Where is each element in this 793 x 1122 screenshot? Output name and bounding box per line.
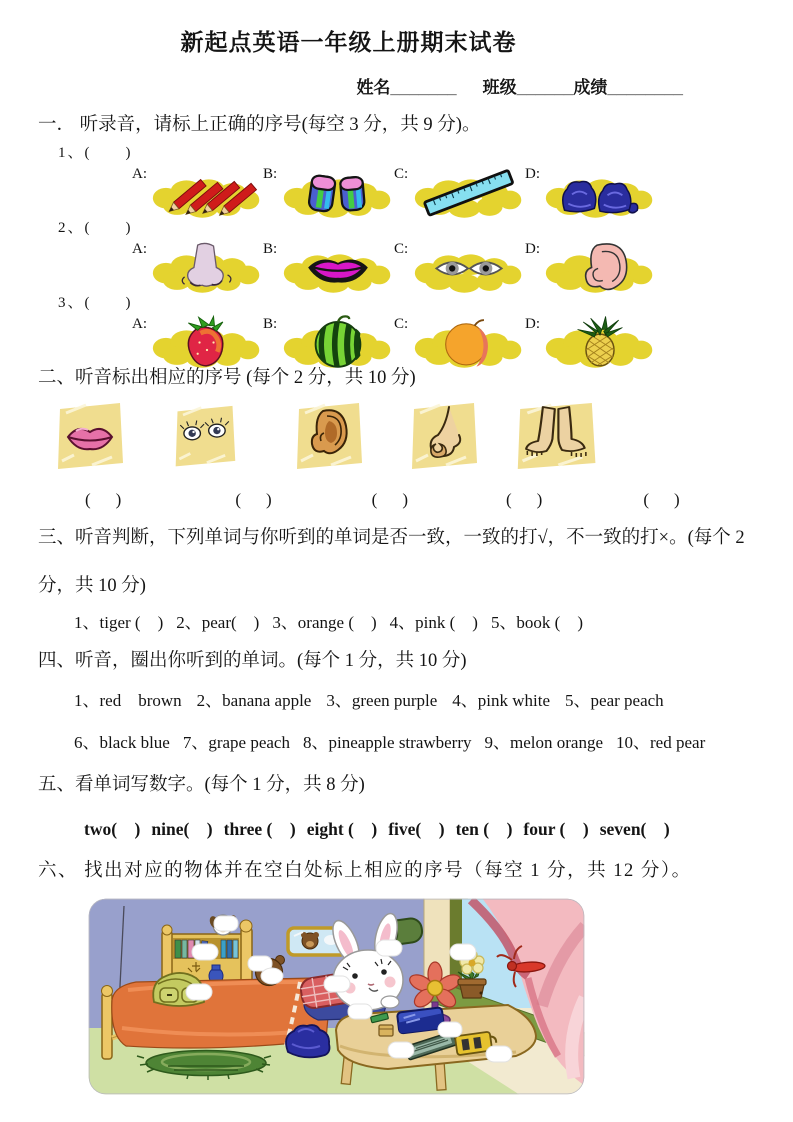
question3-number: 3、( ) xyxy=(58,295,133,311)
answer-blank: ( ) xyxy=(371,490,412,509)
option-d xyxy=(525,314,656,371)
option-label: B: xyxy=(263,166,278,182)
number-word-item: eight ( ) xyxy=(306,819,378,839)
mouth-image xyxy=(54,399,126,475)
question3-options xyxy=(38,314,755,371)
option-label: A: xyxy=(132,241,147,257)
word-item: 5、book ( ) xyxy=(490,613,584,632)
word-item: 6、black blue xyxy=(74,733,170,752)
answer-blank xyxy=(348,1004,372,1019)
number-word-item: nine( ) xyxy=(151,819,213,839)
word-item: 8、pineapple strawberry xyxy=(302,733,472,752)
option-d xyxy=(525,164,656,221)
word-item: 9、melon orange xyxy=(484,733,604,752)
answer-blank: ( ) xyxy=(85,490,126,509)
schoolbags-image xyxy=(544,164,656,221)
section3-items xyxy=(38,612,755,634)
bedroom-scene-image xyxy=(88,898,585,1095)
peach-image xyxy=(413,314,525,371)
question2-number: 2、( ) xyxy=(58,220,133,236)
answer-blank xyxy=(388,1042,414,1058)
pencil-cases-image xyxy=(282,164,394,221)
question1-options xyxy=(38,164,755,221)
option-label: B: xyxy=(263,241,278,257)
word-item: 5、pear peach xyxy=(565,691,664,710)
section2-images xyxy=(38,399,755,475)
word-item: 3、orange ( ) xyxy=(272,613,377,632)
answer-blank: ( ) xyxy=(235,490,276,509)
watermelon-image xyxy=(282,314,394,371)
option-a xyxy=(132,239,263,296)
strawberry-image xyxy=(151,314,263,371)
section4-heading: 四、听音，圈出你听到的单词。(每个 1 分，共 10 分) xyxy=(38,651,467,671)
option-b xyxy=(263,239,394,296)
section2-heading: 二、听音标出相应的序号 (每个 2 分，共 10 分) xyxy=(38,368,416,388)
option-label: D: xyxy=(525,166,540,182)
question1-number: 1、( ) xyxy=(58,145,133,161)
number-word-item: seven( ) xyxy=(599,819,670,839)
answer-blank xyxy=(261,968,283,984)
score-field: 成绩________ xyxy=(573,78,683,97)
answer-blank xyxy=(186,984,212,1000)
number-word-item: two( ) xyxy=(84,819,141,839)
eyes-image xyxy=(413,239,525,296)
eyes-image xyxy=(172,399,238,475)
answer-blank xyxy=(438,1022,462,1037)
answer-blank xyxy=(450,944,476,960)
word-item: 2、banana apple xyxy=(196,691,312,710)
option-c xyxy=(394,314,525,371)
word-item: 4、pink white xyxy=(452,691,551,710)
option-c xyxy=(394,164,525,221)
bedroom-scene xyxy=(88,898,755,1100)
section4-row1 xyxy=(38,690,755,712)
answer-blank: ( ) xyxy=(643,490,684,509)
word-item: 2、pear( ) xyxy=(176,613,260,632)
answer-blank xyxy=(192,944,218,960)
word-item: 10、red pear xyxy=(616,733,706,752)
ear-image xyxy=(544,239,656,296)
pineapple-image xyxy=(544,314,656,371)
number-word-item: five( ) xyxy=(388,819,445,839)
option-label: B: xyxy=(263,316,278,332)
option-label: C: xyxy=(394,241,409,257)
option-label: D: xyxy=(525,241,540,257)
pencil-case xyxy=(397,1007,444,1033)
option-a xyxy=(132,314,263,371)
number-word-item: three ( ) xyxy=(223,819,296,839)
nose-image xyxy=(408,399,480,475)
answer-blank xyxy=(214,916,238,931)
answer-blank xyxy=(324,976,350,992)
section4-row2 xyxy=(38,732,755,754)
section2-blanks xyxy=(38,485,755,510)
section3-heading: 三、听音判断，下列单词与你听到的单词是否一致，一致的打√，不一致的打×。(每个 2 分，共 10 分) xyxy=(38,528,745,596)
nose-image xyxy=(151,239,263,296)
number-word-item: four ( ) xyxy=(523,819,589,839)
answer-blank xyxy=(376,940,402,956)
option-label: C: xyxy=(394,166,409,182)
mouth-image xyxy=(282,239,394,296)
ear-image xyxy=(292,399,366,475)
section1-heading: 一． 听录音，请标上正确的序号(每空 3 分，共 9 分)。 xyxy=(38,115,481,135)
word-item: 1、tiger ( ) xyxy=(74,613,164,632)
word-item: 1、red brown xyxy=(74,691,182,710)
option-a xyxy=(132,164,263,221)
number-word-item: ten ( ) xyxy=(455,819,513,839)
answer-blank: ( ) xyxy=(505,490,547,509)
question2-options xyxy=(38,239,755,296)
option-b xyxy=(263,164,394,221)
option-d xyxy=(525,239,656,296)
section5-heading: 五、看单词写数字。(每个 1 分，共 8 分) xyxy=(38,775,365,795)
word-item: 3、green purple xyxy=(326,691,438,710)
answer-blank xyxy=(486,1046,512,1062)
option-label: A: xyxy=(132,166,147,182)
option-c xyxy=(394,239,525,296)
class-field: 班级______ xyxy=(482,78,574,97)
feet-image xyxy=(513,399,599,475)
section6-heading: 六、 找出对应的物体并在空白处标上相应的序号（每空 1 分，共 12 分）。 xyxy=(38,861,692,881)
page-title: 新起点英语一年级上册期末试卷 xyxy=(180,29,517,55)
option-label: D: xyxy=(525,316,540,332)
option-label: C: xyxy=(394,316,409,332)
red-pencils-image xyxy=(151,164,263,221)
bed-foot-post xyxy=(102,993,112,1059)
name-field: 姓名_______ xyxy=(356,78,457,97)
section5-items xyxy=(38,818,755,840)
ruler-image xyxy=(413,164,525,221)
option-b xyxy=(263,314,394,371)
option-label: A: xyxy=(132,316,147,332)
eraser xyxy=(379,1025,393,1036)
word-item: 4、pink ( ) xyxy=(389,613,478,632)
header-fields xyxy=(356,73,683,98)
word-item: 7、grape peach xyxy=(182,733,290,752)
